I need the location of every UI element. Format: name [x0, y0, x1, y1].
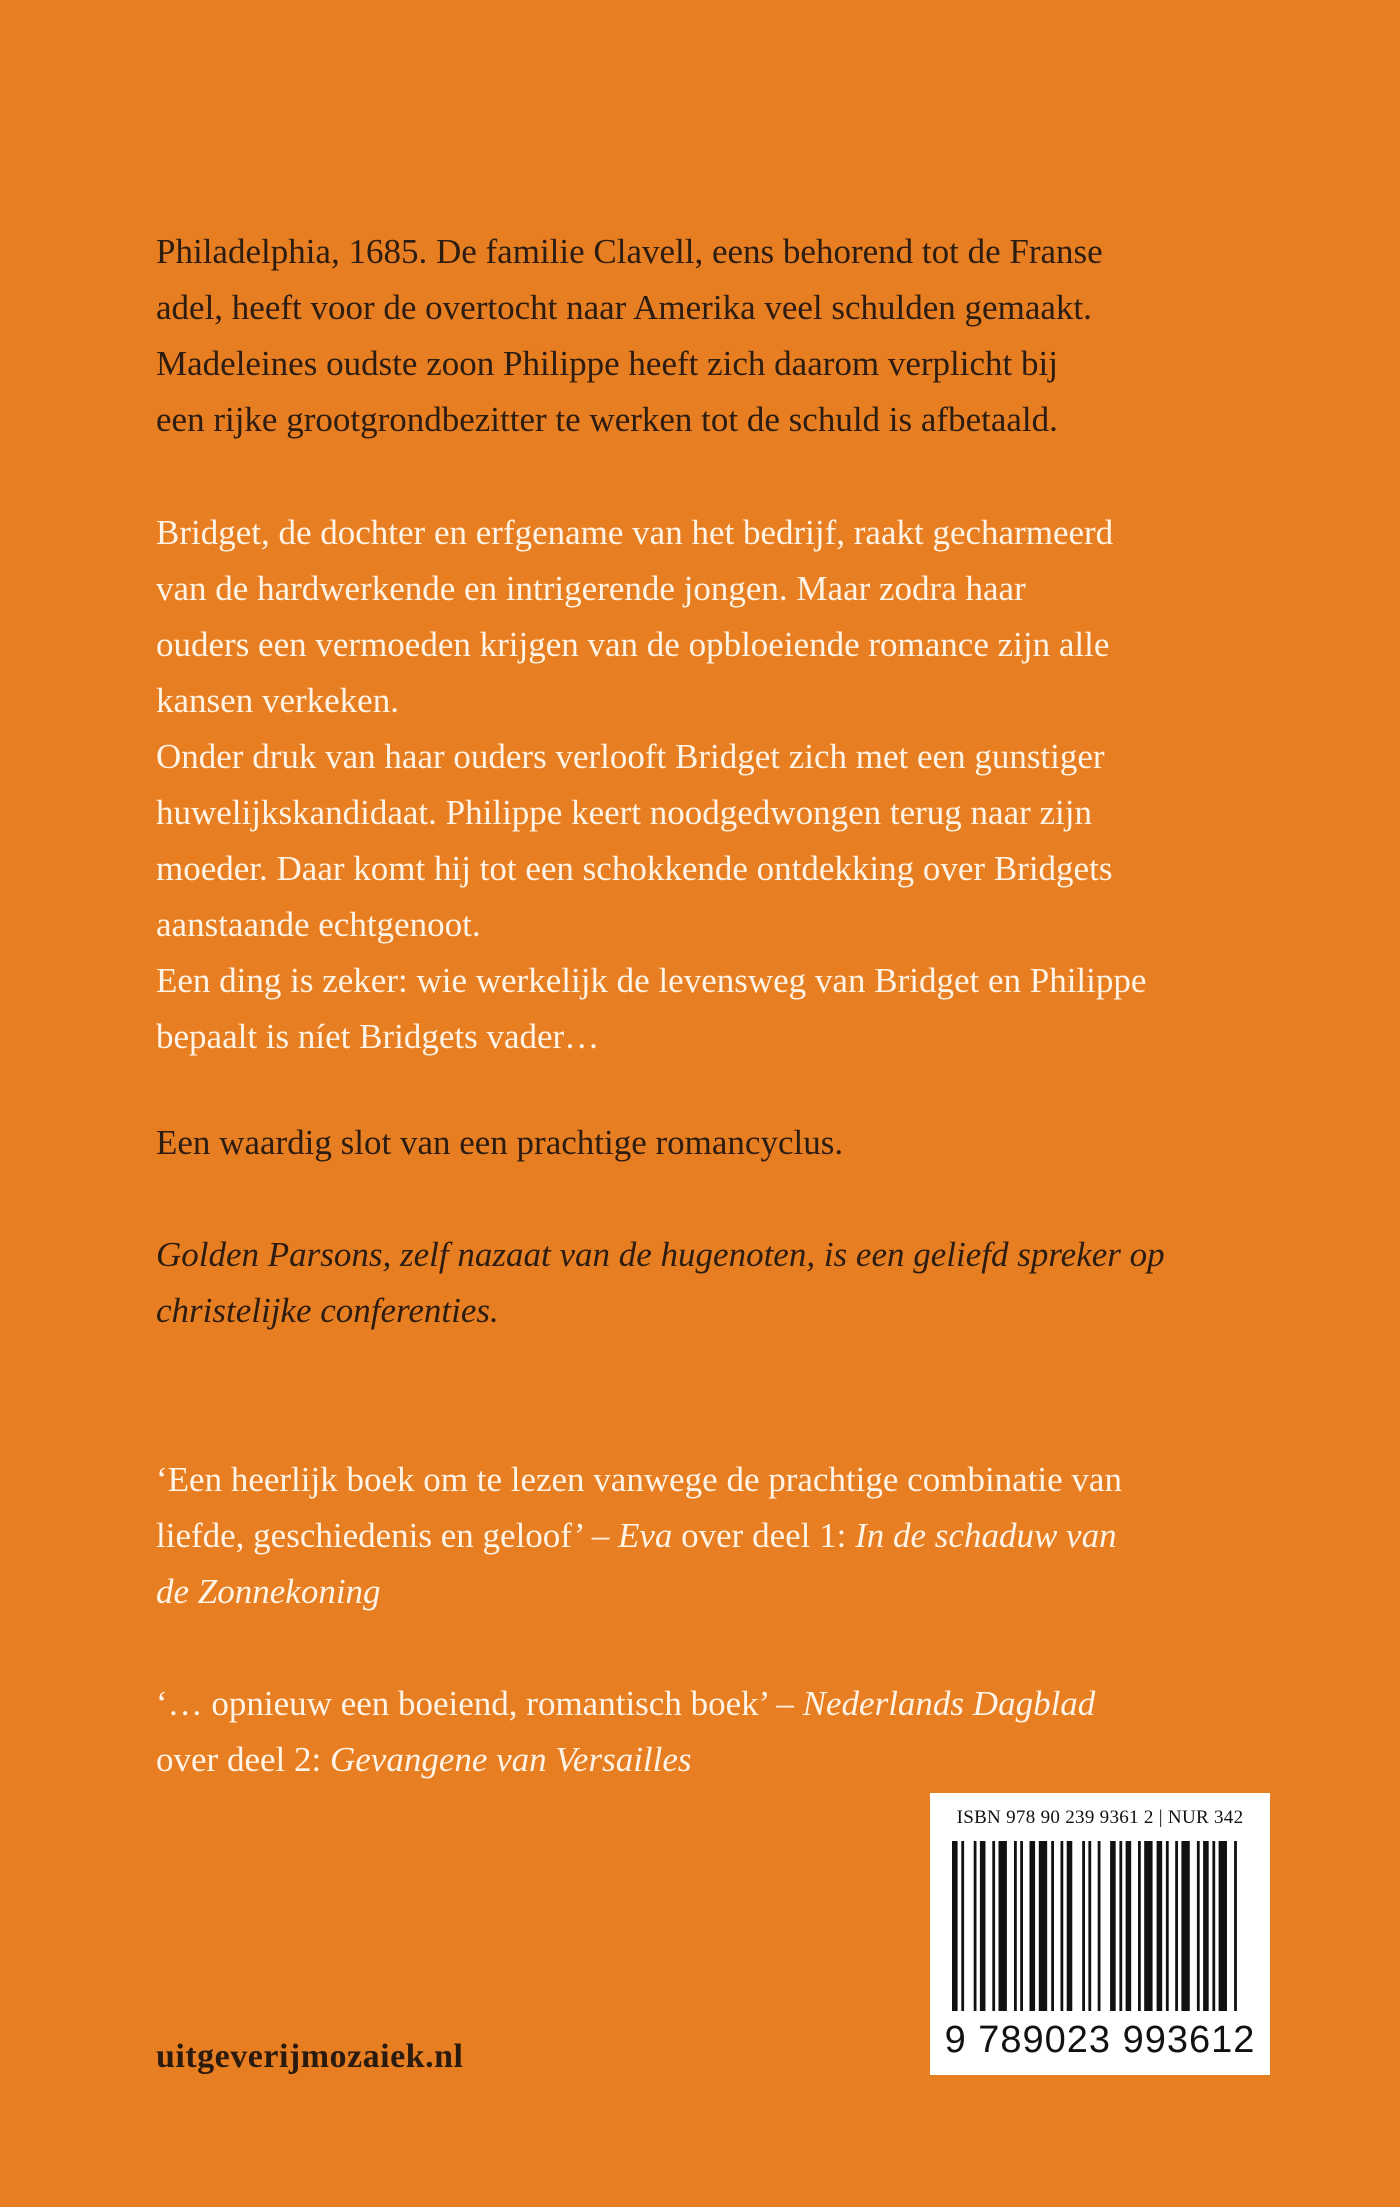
isbn-barcode — [930, 1793, 1270, 2075]
quote-text: ‘Een heerlijk boek om te lezen vanwege de prachtige combinatie van — [156, 1460, 1122, 1499]
barcode-bar — [980, 1841, 986, 2011]
barcode-bar — [1110, 1841, 1116, 2011]
quote-line — [156, 1732, 1266, 1788]
barcode-bar — [1030, 1841, 1036, 2011]
barcode-bar — [1157, 1841, 1163, 2011]
story-line: Een ding is zeker: wie werkelijk de levensweg van Bridget en Philippe — [156, 961, 1147, 1000]
intro-line: Philadelphia, 1685. De familie Clavell, eens behorend tot de Franse — [156, 232, 1103, 271]
bio-line: christelijke conferenties. — [156, 1291, 499, 1330]
book-title: Gevangene van Versailles — [329, 1740, 692, 1779]
barcode-bar — [1234, 1841, 1237, 2011]
barcode-bar — [1119, 1841, 1122, 2011]
story-line: Onder druk van haar ouders verlooft Bridget zich met een gunstiger — [156, 737, 1105, 776]
story-line: Bridget, de dochter en erfgename van het bedrijf, raakt gecharmeerd — [156, 513, 1114, 552]
barcode-bar — [1175, 1841, 1178, 2011]
intro-line: een rijke grootgrondbezitter te werken tot de schuld is afbetaald. — [156, 400, 1058, 439]
barcode-bar — [1061, 1841, 1064, 2011]
quote-line — [156, 1452, 1266, 1508]
quote-text: over deel 1: — [672, 1516, 856, 1555]
book-title: In de schaduw van — [855, 1516, 1117, 1555]
story-line: van de hardwerkende en intrigerende jongen. Maar zodra haar — [156, 569, 1026, 608]
barcode-bar — [1088, 1841, 1091, 2011]
story-line: kansen verkeken. — [156, 681, 399, 720]
barcode-bar — [1138, 1841, 1141, 2011]
barcode-bar — [1212, 1841, 1215, 2011]
barcode-bar — [999, 1841, 1007, 2011]
author-bio — [156, 1227, 1266, 1339]
closing-line — [156, 1115, 1266, 1171]
barcode-bar — [992, 1841, 995, 2011]
barcode-bar — [974, 1841, 977, 2011]
book-title: de Zonnekoning — [156, 1572, 381, 1611]
story-line: moeder. Daar komt hij tot een schokkende ontdekking over Bridgets — [156, 849, 1113, 888]
story-line: aanstaande echtgenoot. — [156, 905, 481, 944]
barcode-bar — [1197, 1841, 1200, 2011]
quote-line — [156, 1564, 1266, 1620]
barcode-bar — [1203, 1841, 1209, 2011]
barcode-bar — [1067, 1841, 1073, 2011]
publisher-website[interactable]: uitgeverijmozaiek.nl — [156, 2038, 464, 2075]
quote-line — [156, 1508, 1266, 1564]
intro-line: Madeleines oudste zoon Philippe heeft zich daarom verplicht bij — [156, 344, 1058, 383]
bio-line: Golden Parsons, zelf nazaat van de hugenoten, is een geliefd spreker op — [156, 1235, 1165, 1274]
barcode-bar — [1039, 1841, 1047, 2011]
barcode-digits: 9 789023 993612 — [944, 2019, 1256, 2061]
barcode-bar — [1144, 1841, 1152, 2011]
barcode-bar — [1126, 1841, 1132, 2011]
story-line: bepaalt is níet Bridgets vader… — [156, 1017, 600, 1056]
barcode-bar — [1181, 1841, 1189, 2011]
barcode-bar — [961, 1841, 964, 2011]
barcode-bar — [1219, 1841, 1227, 2011]
quote-text: ‘… opnieuw een boeiend, romantisch boek’ – — [156, 1684, 803, 1723]
story-line: ouders een vermoeden krijgen van de opbloeiende romance zijn alle — [156, 625, 1110, 664]
story-paragraph — [156, 505, 1266, 1065]
intro-line: adel, heeft voor de overtocht naar Amerika veel schulden gemaakt. — [156, 288, 1092, 327]
barcode-bar — [952, 1841, 958, 2011]
barcode-bar — [1014, 1841, 1017, 2011]
barcode-bar — [1166, 1841, 1169, 2011]
barcode-bar — [1020, 1841, 1023, 2011]
quote-line — [156, 1676, 1266, 1732]
isbn-text: ISBN 978 90 239 9361 2 | NUR 342 — [956, 1807, 1244, 1828]
barcode-bar — [1082, 1841, 1085, 2011]
barcode-bar — [1051, 1841, 1054, 2011]
review-quote-1 — [156, 1452, 1266, 1620]
closing-text: Een waardig slot van een prachtige romancyclus. — [156, 1123, 844, 1162]
quote-text: liefde, geschiedenis en geloof’ – — [156, 1516, 618, 1555]
barcode-bars — [940, 1841, 1260, 2021]
barcode-bar — [1098, 1841, 1101, 2011]
review-quote-2 — [156, 1676, 1266, 1788]
intro-paragraph — [156, 224, 1266, 448]
quote-source: Eva — [617, 1516, 673, 1555]
story-line: huwelijkskandidaat. Philippe keert noodgedwongen terug naar zijn — [156, 793, 1092, 832]
quote-source: Nederlands Dagblad — [802, 1684, 1096, 1723]
quote-text: over deel 2: — [156, 1740, 330, 1779]
